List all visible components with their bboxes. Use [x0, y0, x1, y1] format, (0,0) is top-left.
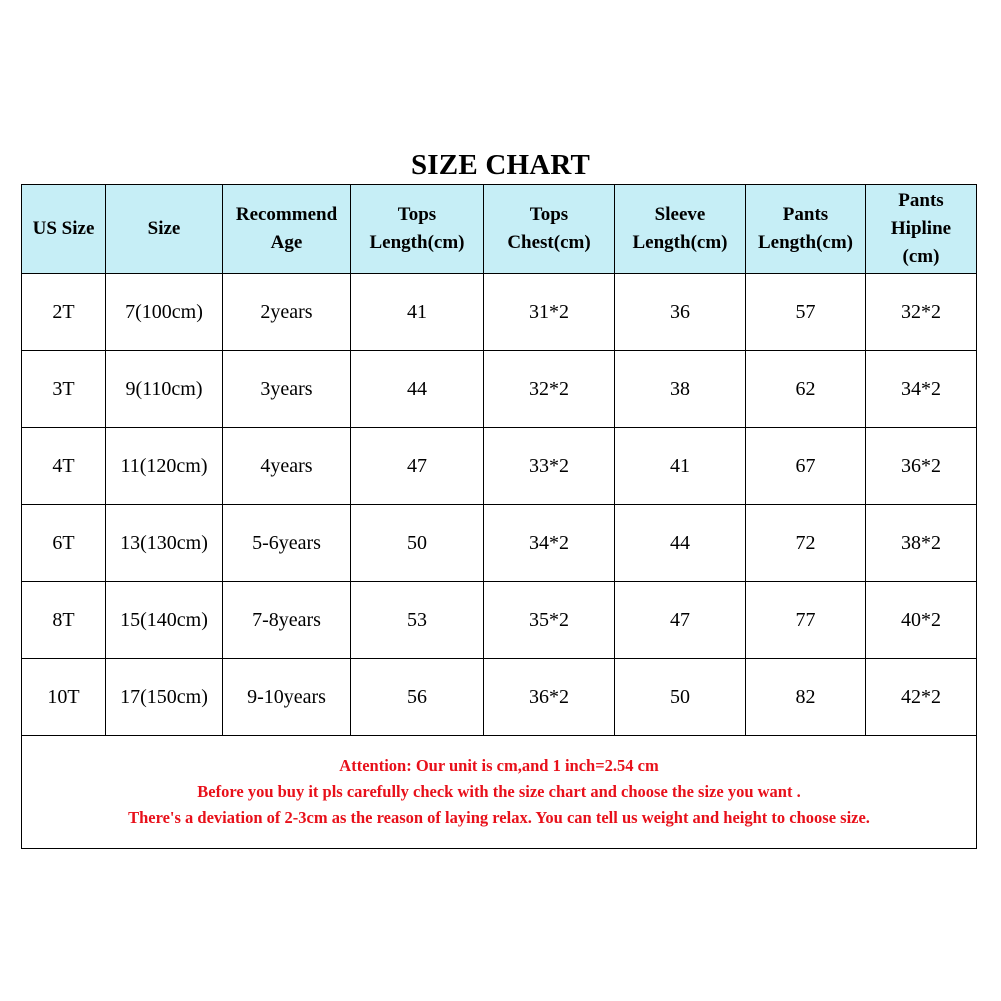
- table-cell: 11(120cm): [106, 428, 223, 505]
- table-cell: 47: [615, 582, 746, 659]
- notes-row: [22, 736, 977, 849]
- table-cell: 31*2: [484, 274, 615, 351]
- table-cell: 62: [746, 351, 866, 428]
- table-cell: 2T: [22, 274, 106, 351]
- table-cell: 72: [746, 505, 866, 582]
- header-line: US Size: [32, 218, 95, 239]
- table-cell: 41: [615, 428, 746, 505]
- note-line: There's a deviation of 2-3cm as the reason of laying relax. You can tell us weight and height to choose size.: [128, 808, 870, 827]
- header-row: [22, 185, 977, 274]
- header-line: Age: [270, 232, 303, 253]
- header-line: Length(cm): [632, 232, 728, 253]
- table-cell: 44: [615, 505, 746, 582]
- size-chart-table: [21, 184, 977, 849]
- table-cell: 32*2: [866, 274, 977, 351]
- table-cell: 8T: [22, 582, 106, 659]
- table-cell: 2years: [223, 274, 351, 351]
- table-cell: 67: [746, 428, 866, 505]
- table-cell: 33*2: [484, 428, 615, 505]
- table-cell: 15(140cm): [106, 582, 223, 659]
- header-line: Tops: [529, 204, 569, 225]
- note-line: Attention: Our unit is cm,and 1 inch=2.54 cm: [339, 756, 659, 775]
- chart-title: SIZE CHART: [410, 149, 591, 181]
- table-row: [22, 505, 977, 582]
- table-cell: 7(100cm): [106, 274, 223, 351]
- table-cell: 4years: [223, 428, 351, 505]
- note-line: Before you buy it pls carefully check with the size chart and choose the size you want .: [197, 782, 801, 801]
- table-cell: 13(130cm): [106, 505, 223, 582]
- header-size: [106, 185, 223, 274]
- table-row: [22, 428, 977, 505]
- header-sleeve-length: [615, 185, 746, 274]
- table-cell: 10T: [22, 659, 106, 736]
- table-cell: 4T: [22, 428, 106, 505]
- header-line: Pants: [898, 190, 944, 211]
- header-line: Size: [147, 218, 181, 239]
- header-pants-hipline: [866, 185, 977, 274]
- table-cell: 40*2: [866, 582, 977, 659]
- header-recommend-age: [223, 185, 351, 274]
- table-cell: 47: [351, 428, 484, 505]
- table-cell: 3years: [223, 351, 351, 428]
- table-cell: 36: [615, 274, 746, 351]
- table-cell: 82: [746, 659, 866, 736]
- header-line: Recommend: [235, 204, 338, 225]
- table-cell: 44: [351, 351, 484, 428]
- header-us-size: [22, 185, 106, 274]
- table-cell: 57: [746, 274, 866, 351]
- table-cell: 38: [615, 351, 746, 428]
- table-cell: 56: [351, 659, 484, 736]
- table-cell: 7-8years: [223, 582, 351, 659]
- table-cell: 50: [615, 659, 746, 736]
- header-pants-length: [746, 185, 866, 274]
- attention-notes: [22, 736, 977, 849]
- table-cell: 38*2: [866, 505, 977, 582]
- table-cell: 9-10years: [223, 659, 351, 736]
- header-line: (cm): [902, 246, 940, 267]
- header-line: Length(cm): [369, 232, 465, 253]
- header-line: Hipline: [890, 218, 952, 239]
- table-cell: 36*2: [866, 428, 977, 505]
- table-row: [22, 274, 977, 351]
- table-row: [22, 582, 977, 659]
- header-line: Chest(cm): [507, 232, 591, 253]
- table-cell: 77: [746, 582, 866, 659]
- header-line: Pants: [782, 204, 829, 225]
- header-line: Sleeve: [654, 204, 706, 225]
- table-cell: 34*2: [866, 351, 977, 428]
- header-line: Tops: [397, 204, 437, 225]
- table-cell: 42*2: [866, 659, 977, 736]
- table-cell: 50: [351, 505, 484, 582]
- header-line: Length(cm): [758, 232, 853, 253]
- table-cell: 36*2: [484, 659, 615, 736]
- table-cell: 41: [351, 274, 484, 351]
- table-cell: 32*2: [484, 351, 615, 428]
- table-cell: 17(150cm): [106, 659, 223, 736]
- table-row: [22, 659, 977, 736]
- header-tops-length: [351, 185, 484, 274]
- table-cell: 53: [351, 582, 484, 659]
- table-cell: 6T: [22, 505, 106, 582]
- table-cell: 9(110cm): [106, 351, 223, 428]
- table-cell: 5-6years: [223, 505, 351, 582]
- table-cell: 34*2: [484, 505, 615, 582]
- table-cell: 35*2: [484, 582, 615, 659]
- table-cell: 3T: [22, 351, 106, 428]
- header-tops-chest: [484, 185, 615, 274]
- table-row: [22, 351, 977, 428]
